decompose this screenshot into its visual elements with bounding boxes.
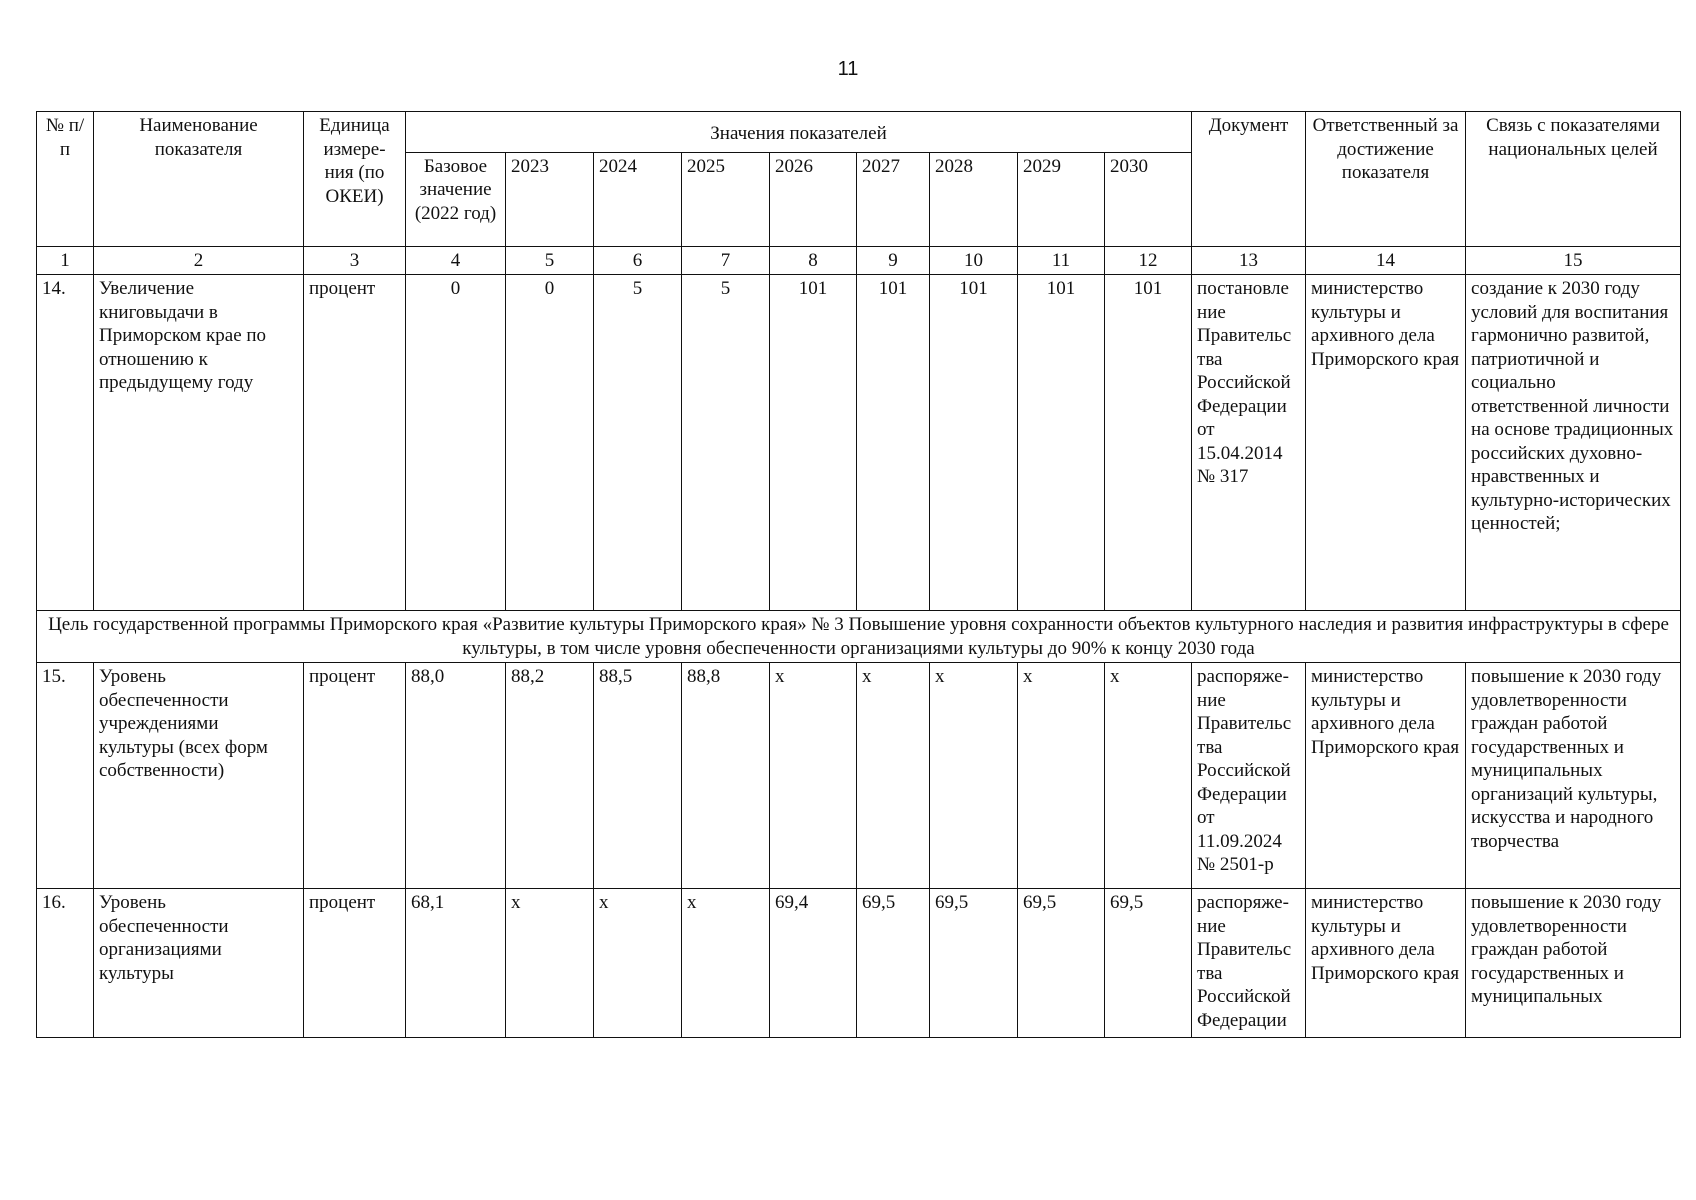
year-value: 88,8 — [682, 663, 770, 889]
responsible-cell: министерство культуры и архивного дела Приморского края — [1306, 663, 1466, 889]
row-number: 14. — [37, 275, 94, 611]
base-value: 0 — [406, 275, 506, 611]
header-values-group: Значения показателей — [406, 112, 1192, 153]
row-number: 15. — [37, 663, 94, 889]
year-value: х — [930, 663, 1018, 889]
year-value: 5 — [594, 275, 682, 611]
indicator-name: Уровень обеспеченности организациями культуры — [94, 889, 304, 1038]
header-row-main — [37, 112, 1681, 153]
column-number: 11 — [1018, 246, 1105, 275]
header-year: 2028 — [930, 152, 1018, 246]
year-value: 101 — [1018, 275, 1105, 611]
year-value: 69,5 — [1105, 889, 1192, 1038]
year-value: х — [1018, 663, 1105, 889]
indicator-name: Уровень обеспеченности учреждениями культуры (всех форм собственности) — [94, 663, 304, 889]
header-year: 2027 — [857, 152, 930, 246]
header-unit: Единица измере-ния (по ОКЕИ) — [304, 112, 406, 247]
year-value: х — [770, 663, 857, 889]
column-number: 14 — [1306, 246, 1466, 275]
base-value: 68,1 — [406, 889, 506, 1038]
table-row — [37, 275, 1681, 611]
column-number: 5 — [506, 246, 594, 275]
header-year: 2026 — [770, 152, 857, 246]
year-value: 88,5 — [594, 663, 682, 889]
year-value: 88,2 — [506, 663, 594, 889]
base-value: 88,0 — [406, 663, 506, 889]
year-value: х — [506, 889, 594, 1038]
column-number: 7 — [682, 246, 770, 275]
year-value: 69,5 — [930, 889, 1018, 1038]
header-base: Базовое значение (2022 год) — [406, 152, 506, 246]
document-cell: распоряже-ние Правительс тва Российской Федерации — [1192, 889, 1306, 1038]
column-number-row — [37, 246, 1681, 275]
header-year: 2030 — [1105, 152, 1192, 246]
column-number: 3 — [304, 246, 406, 275]
header-responsible: Ответственный за достижение показателя — [1306, 112, 1466, 247]
column-number: 1 — [37, 246, 94, 275]
document-cell: распоряже-ние Правительс тва Российской Федерации от 11.09.2024 № 2501-р — [1192, 663, 1306, 889]
column-number: 2 — [94, 246, 304, 275]
year-value: 0 — [506, 275, 594, 611]
responsible-cell: министерство культуры и архивного дела Приморского края — [1306, 889, 1466, 1038]
national-goal-link: повышение к 2030 году удовлетворенности граждан работой государственных и муниципальных организаций культуры, искусства и народного творчества — [1466, 663, 1681, 889]
unit-cell: процент — [304, 275, 406, 611]
column-number: 6 — [594, 246, 682, 275]
responsible-cell: министерство культуры и архивного дела Приморского края — [1306, 275, 1466, 611]
header-name: Наименование показателя — [94, 112, 304, 247]
goal-row — [37, 611, 1681, 663]
year-value: 69,4 — [770, 889, 857, 1038]
year-value: 101 — [1105, 275, 1192, 611]
column-number: 9 — [857, 246, 930, 275]
header-year: 2025 — [682, 152, 770, 246]
national-goal-link: создание к 2030 году условий для воспитания гармонично развитой, патриотичной и социально ответственной личности на основе традиционных российских духовно-нравственных и культурно-исторических ценностей; — [1466, 275, 1681, 611]
unit-cell: процент — [304, 889, 406, 1038]
year-value: х — [1105, 663, 1192, 889]
header-num: № п/п — [37, 112, 94, 247]
column-number: 12 — [1105, 246, 1192, 275]
national-goal-link: повышение к 2030 году удовлетворенности граждан работой государственных и муниципальных — [1466, 889, 1681, 1038]
year-value: х — [857, 663, 930, 889]
year-value: 69,5 — [1018, 889, 1105, 1038]
indicators-table — [36, 111, 1681, 1038]
header-year: 2024 — [594, 152, 682, 246]
year-value: 101 — [770, 275, 857, 611]
header-document: Документ — [1192, 112, 1306, 247]
column-number: 13 — [1192, 246, 1306, 275]
column-number: 8 — [770, 246, 857, 275]
year-value: 69,5 — [857, 889, 930, 1038]
table-row — [37, 663, 1681, 889]
indicator-name: Увеличение книговыдачи в Приморском крае по отношению к предыдущему году — [94, 275, 304, 611]
year-value: 5 — [682, 275, 770, 611]
year-value: х — [682, 889, 770, 1038]
header-year: 2023 — [506, 152, 594, 246]
row-number: 16. — [37, 889, 94, 1038]
year-value: 101 — [930, 275, 1018, 611]
year-value: х — [594, 889, 682, 1038]
unit-cell: процент — [304, 663, 406, 889]
column-number: 4 — [406, 246, 506, 275]
column-number: 15 — [1466, 246, 1681, 275]
document-cell: постановле ние Правительс тва Российской Федерации от 15.04.2014 № 317 — [1192, 275, 1306, 611]
header-year: 2029 — [1018, 152, 1105, 246]
column-number: 10 — [930, 246, 1018, 275]
header-link: Связь с показателями национальных целей — [1466, 112, 1681, 247]
table-row — [37, 889, 1681, 1038]
page-number: 11 — [837, 58, 859, 80]
year-value: 101 — [857, 275, 930, 611]
program-goal-text: Цель государственной программы Приморского края «Развитие культуры Приморского края» № 3 Повышение уровня сохранности объектов культурного наследия и развития инфраструктуры в сфере культуры, в том числе уровня обеспеченности организациями культуры до 90% к концу 2030 года — [37, 611, 1681, 663]
